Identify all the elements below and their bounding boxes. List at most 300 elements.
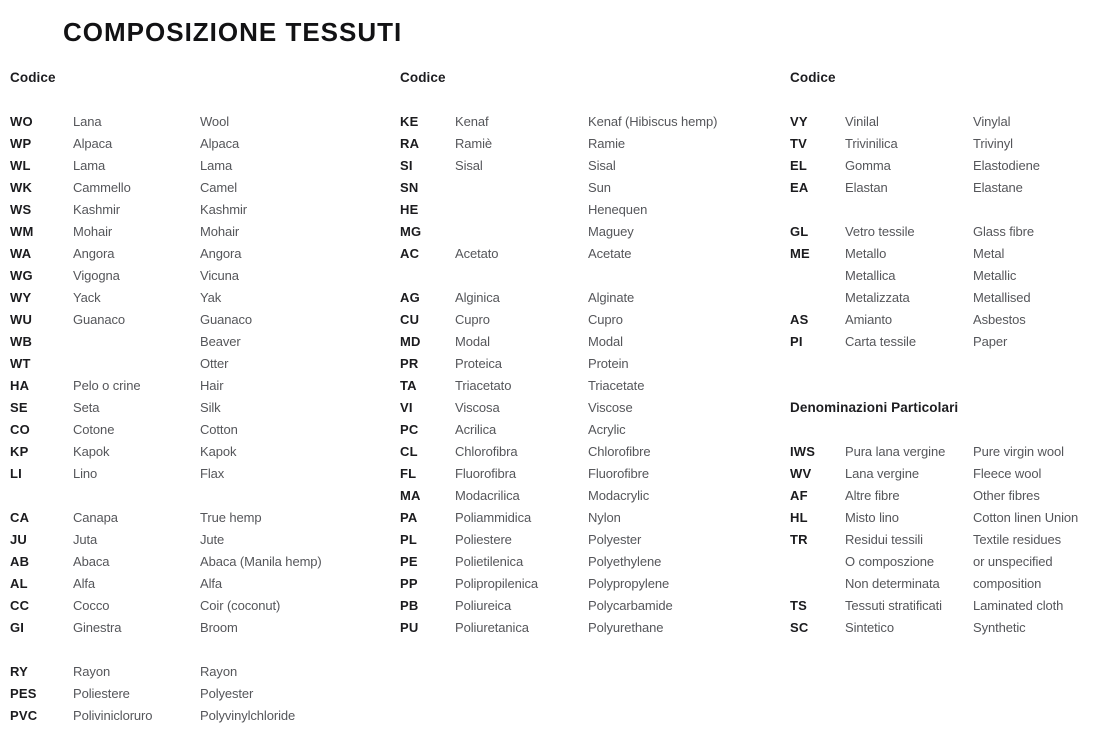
- fiber-name-italian: Elastan: [845, 180, 888, 195]
- fiber-name-english: Cotton: [200, 422, 238, 437]
- fiber-name-italian: Non determinata: [845, 576, 940, 591]
- section-header: Codice: [790, 70, 836, 85]
- fiber-code: WB: [10, 334, 33, 349]
- fiber-row: [790, 265, 1106, 287]
- fiber-name-italian: Poliuretanica: [455, 620, 529, 635]
- fiber-row: [10, 287, 392, 309]
- fiber-row: [790, 551, 1106, 573]
- fiber-name-italian: Viscosa: [455, 400, 500, 415]
- fiber-name-italian: Cotone: [73, 422, 115, 437]
- fiber-code: PA: [400, 510, 418, 525]
- fiber-name-italian: Rayon: [73, 664, 111, 679]
- fiber-row: [790, 617, 1106, 639]
- fiber-row: [10, 463, 392, 485]
- fiber-name-english: Metallic: [973, 268, 1017, 283]
- column-sections: [10, 67, 392, 727]
- fiber-name-english: Rayon: [200, 664, 238, 679]
- fiber-name-italian: Metalizzata: [845, 290, 910, 305]
- fiber-row: [10, 111, 392, 133]
- fiber-row: [790, 111, 1106, 133]
- fiber-name-italian: Ginestra: [73, 620, 122, 635]
- fiber-row: [10, 661, 392, 683]
- fiber-row: [790, 221, 1106, 243]
- fiber-name-english: Camel: [200, 180, 238, 195]
- fiber-code: SN: [400, 180, 419, 195]
- fiber-name-italian: [73, 331, 200, 353]
- fiber-row: [10, 243, 392, 265]
- fiber-row: [400, 177, 782, 199]
- fiber-code: KP: [10, 444, 29, 459]
- group-rows: [10, 661, 392, 727]
- fiber-code: JU: [10, 532, 28, 547]
- fiber-name-italian: Vinilal: [845, 114, 879, 129]
- fiber-code: WA: [10, 246, 32, 261]
- fiber-name-english: Angora: [200, 246, 242, 261]
- fiber-row: [790, 507, 1106, 529]
- fiber-row: [400, 353, 782, 375]
- fiber-code: PVC: [10, 708, 38, 723]
- fiber-code: CA: [10, 510, 30, 525]
- fiber-name-italian: O composzione: [845, 554, 935, 569]
- fiber-name-italian: Poliestere: [73, 686, 130, 701]
- code-section: [790, 397, 1106, 639]
- fiber-name-english: Metallised: [973, 290, 1031, 305]
- fiber-name-english: Hair: [200, 378, 224, 393]
- fiber-name-italian: Kapok: [73, 444, 110, 459]
- fiber-row: [10, 155, 392, 177]
- fiber-row: [790, 287, 1106, 309]
- fiber-code: [790, 551, 845, 573]
- fiber-name-italian: Fluorofibra: [455, 466, 517, 481]
- fiber-row: [400, 133, 782, 155]
- fiber-name-italian: Cammello: [73, 180, 131, 195]
- fiber-row: [10, 221, 392, 243]
- fiber-name-english: Silk: [200, 400, 221, 415]
- fiber-code: PL: [400, 532, 418, 547]
- fiber-name-english: Beaver: [200, 334, 241, 349]
- fiber-code: CU: [400, 312, 420, 327]
- fiber-code: HE: [400, 202, 419, 217]
- fiber-row: [400, 111, 782, 133]
- fiber-code: MG: [400, 224, 422, 239]
- fiber-name-italian: Angora: [73, 246, 115, 261]
- fiber-code: PES: [10, 686, 37, 701]
- fiber-name-italian: Metallica: [845, 268, 896, 283]
- fiber-name-italian: Acetato: [455, 246, 499, 261]
- fiber-name-italian: Cupro: [455, 312, 490, 327]
- fiber-code: SE: [10, 400, 28, 415]
- fiber-name-english: or unspecified: [973, 554, 1053, 569]
- fiber-row: [10, 133, 392, 155]
- fiber-row: [790, 485, 1106, 507]
- fiber-code: IWS: [790, 444, 816, 459]
- fiber-name-italian: [455, 221, 588, 243]
- fiber-code: CL: [400, 444, 418, 459]
- fiber-name-italian: Carta tessile: [845, 334, 916, 349]
- fiber-row: [790, 595, 1106, 617]
- fiber-code: WY: [10, 290, 32, 305]
- fiber-name-italian: Tessuti stratificati: [845, 598, 942, 613]
- fiber-name-italian: Residui tessili: [845, 532, 923, 547]
- fiber-name-italian: Ramiè: [455, 136, 493, 151]
- fiber-name-italian: Gomma: [845, 158, 891, 173]
- fiber-code: CC: [10, 598, 30, 613]
- fiber-row: [790, 243, 1106, 265]
- group-rows: [400, 111, 782, 265]
- fiber-code: AB: [10, 554, 30, 569]
- fiber-name-english: Sisal: [588, 158, 616, 173]
- fiber-name-italian: Kenaf: [455, 114, 489, 129]
- fiber-row: [400, 287, 782, 309]
- fiber-row: [400, 221, 782, 243]
- fiber-code: [790, 573, 845, 595]
- fiber-name-english: Trivinyl: [973, 136, 1013, 151]
- fiber-name-english: Polycarbamide: [588, 598, 673, 613]
- fiber-name-italian: Abaca: [73, 554, 110, 569]
- fiber-row: [790, 177, 1106, 199]
- fiber-row: [790, 573, 1106, 595]
- fiber-name-english: Chlorofibre: [588, 444, 651, 459]
- fiber-name-english: Protein: [588, 356, 629, 371]
- fiber-code: PU: [400, 620, 419, 635]
- fiber-code: FL: [400, 466, 417, 481]
- fiber-name-english: Yak: [200, 290, 222, 305]
- fiber-row: [10, 353, 392, 375]
- fiber-name-italian: Lana: [73, 114, 102, 129]
- fiber-name-english: Modal: [588, 334, 623, 349]
- fiber-name-english: Alginate: [588, 290, 635, 305]
- fiber-name-italian: Lana vergine: [845, 466, 919, 481]
- fiber-name-english: Textile residues: [973, 532, 1061, 547]
- fiber-row: [400, 529, 782, 551]
- fiber-name-italian: Canapa: [73, 510, 118, 525]
- fiber-name-italian: [455, 199, 588, 221]
- fiber-name-english: Laminated cloth: [973, 598, 1064, 613]
- fiber-code: MD: [400, 334, 421, 349]
- fiber-code: TR: [790, 532, 808, 547]
- fiber-row: [400, 551, 782, 573]
- fiber-name-english: Kashmir: [200, 202, 247, 217]
- section-header: Denominazioni Particolari: [790, 400, 959, 415]
- fiber-name-italian: Guanaco: [73, 312, 126, 327]
- fiber-code: WL: [10, 158, 31, 173]
- fiber-name-italian: Poliestere: [455, 532, 512, 547]
- fiber-code: WP: [10, 136, 32, 151]
- fiber-row: [790, 155, 1106, 177]
- fiber-name-english: Otter: [200, 356, 229, 371]
- fiber-name-english: Vinylal: [973, 114, 1011, 129]
- fiber-code: [790, 265, 845, 287]
- fiber-row: [400, 463, 782, 485]
- fiber-row: [10, 375, 392, 397]
- fiber-row: [790, 529, 1106, 551]
- fiber-code: WO: [10, 114, 33, 129]
- code-group: [790, 111, 1106, 199]
- fiber-name-italian: Trivinilica: [845, 136, 898, 151]
- fiber-code: VY: [790, 114, 808, 129]
- fiber-name-italian: Lama: [73, 158, 106, 173]
- fiber-row: [10, 199, 392, 221]
- fiber-name-english: Flax: [200, 466, 225, 481]
- fiber-name-english: Metal: [973, 246, 1005, 261]
- fiber-code: ME: [790, 246, 810, 261]
- fiber-name-english: Cupro: [588, 312, 623, 327]
- fiber-row: [400, 243, 782, 265]
- fiber-name-english: True hemp: [200, 510, 262, 525]
- fiber-code: PC: [400, 422, 419, 437]
- fiber-code: AG: [400, 290, 420, 305]
- group-rows: [10, 111, 392, 485]
- fiber-code: WK: [10, 180, 33, 195]
- fiber-code: VI: [400, 400, 413, 415]
- fiber-row: [10, 507, 392, 529]
- fiber-name-italian: Modal: [455, 334, 490, 349]
- fiber-name-english: Alpaca: [200, 136, 240, 151]
- fiber-name-english: Viscose: [588, 400, 633, 415]
- fiber-row: [10, 595, 392, 617]
- fiber-name-english: Polyvinylchloride: [200, 708, 296, 723]
- group-rows: [790, 111, 1106, 199]
- fiber-code: HL: [790, 510, 808, 525]
- fiber-name-italian: Alginica: [455, 290, 500, 305]
- fiber-name-italian: Proteica: [455, 356, 502, 371]
- group-rows: [10, 507, 392, 639]
- code-section: [10, 67, 392, 727]
- fiber-row: [400, 155, 782, 177]
- fiber-code: SC: [790, 620, 809, 635]
- fiber-code: WV: [790, 466, 812, 481]
- fiber-row: [10, 705, 392, 727]
- fiber-name-english: Ramie: [588, 136, 626, 151]
- fiber-row: [10, 177, 392, 199]
- code-group: [10, 507, 392, 639]
- group-rows: [400, 287, 782, 639]
- code-group: [10, 661, 392, 727]
- fiber-code: AC: [400, 246, 420, 261]
- fiber-name-english: Wool: [200, 114, 229, 129]
- fiber-row: [10, 309, 392, 331]
- code-group: [790, 221, 1106, 353]
- fiber-name-italian: Polietilenica: [455, 554, 524, 569]
- group-rows: [790, 441, 1106, 639]
- fiber-name-italian: Yack: [73, 290, 101, 305]
- fiber-code: MA: [400, 488, 421, 503]
- fiber-code: HA: [10, 378, 30, 393]
- fiber-row: [10, 551, 392, 573]
- fiber-row: [10, 331, 392, 353]
- fiber-name-english: Polyester: [588, 532, 642, 547]
- fiber-name-english: Other fibres: [973, 488, 1040, 503]
- column-sections: [790, 67, 1106, 639]
- fiber-name-italian: Alfa: [73, 576, 96, 591]
- fiber-name-english: Triacetate: [588, 378, 645, 393]
- fiber-name-italian: Vetro tessile: [845, 224, 915, 239]
- fiber-name-english: Guanaco: [200, 312, 253, 327]
- code-group: [400, 287, 782, 639]
- fiber-name-italian: Triacetato: [455, 378, 512, 393]
- fiber-name-italian: Kashmir: [73, 202, 120, 217]
- fiber-name-english: Coir (coconut): [200, 598, 281, 613]
- fiber-code: GL: [790, 224, 809, 239]
- fiber-name-english: Elastodiene: [973, 158, 1040, 173]
- section-header: Codice: [10, 70, 56, 85]
- fiber-name-italian: Alpaca: [73, 136, 113, 151]
- fiber-row: [400, 397, 782, 419]
- fiber-row: [10, 397, 392, 419]
- fiber-name-italian: Vigogna: [73, 268, 120, 283]
- fiber-name-english: Kenaf (Hibiscus hemp): [588, 114, 718, 129]
- fiber-name-english: Abaca (Manila hemp): [200, 554, 322, 569]
- fiber-row: [790, 133, 1106, 155]
- fiber-code: RA: [400, 136, 420, 151]
- fiber-name-english: Polyurethane: [588, 620, 664, 635]
- fiber-name-italian: Misto lino: [845, 510, 899, 525]
- fiber-name-italian: Poliureica: [455, 598, 512, 613]
- fiber-name-english: Synthetic: [973, 620, 1026, 635]
- fiber-name-italian: [73, 353, 200, 375]
- fiber-name-english: Maguey: [588, 224, 634, 239]
- fiber-row: [400, 573, 782, 595]
- fiber-row: [400, 199, 782, 221]
- fiber-name-english: Pure virgin wool: [973, 444, 1064, 459]
- code-group: [790, 441, 1106, 639]
- fiber-name-english: Kapok: [200, 444, 237, 459]
- fiber-name-italian: Modacrilica: [455, 488, 520, 503]
- code-group: [400, 111, 782, 265]
- fiber-name-english: Acrylic: [588, 422, 626, 437]
- fiber-name-english: Polypropylene: [588, 576, 670, 591]
- code-groups: [790, 111, 1106, 353]
- column-sections: [400, 67, 782, 639]
- fiber-name-english: Modacrylic: [588, 488, 650, 503]
- fiber-name-italian: Sisal: [455, 158, 483, 173]
- fiber-name-italian: Lino: [73, 466, 98, 481]
- fiber-name-italian: Poliammidica: [455, 510, 532, 525]
- code-column: [790, 67, 1106, 639]
- fiber-row: [400, 309, 782, 331]
- fiber-name-english: Fluorofibre: [588, 466, 650, 481]
- fiber-name-english: Henequen: [588, 202, 648, 217]
- fiber-code: TA: [400, 378, 417, 393]
- fiber-code: LI: [10, 466, 22, 481]
- fiber-name-english: Jute: [200, 532, 225, 547]
- fiber-name-english: Nylon: [588, 510, 621, 525]
- fiber-name-english: Broom: [200, 620, 238, 635]
- fiber-row: [10, 617, 392, 639]
- fiber-code: WS: [10, 202, 32, 217]
- fiber-code: EL: [790, 158, 808, 173]
- fiber-name-english: Paper: [973, 334, 1008, 349]
- fiber-code: WM: [10, 224, 34, 239]
- fiber-name-english: Elastane: [973, 180, 1023, 195]
- fiber-row: [400, 441, 782, 463]
- fiber-name-english: composition: [973, 576, 1042, 591]
- fiber-code: GI: [10, 620, 25, 635]
- fiber-name-italian: Chlorofibra: [455, 444, 518, 459]
- fiber-name-italian: Polivinicloruro: [73, 708, 153, 723]
- section-header: Codice: [400, 70, 446, 85]
- code-column: [10, 67, 392, 727]
- fiber-name-english: Fleece wool: [973, 466, 1042, 481]
- fiber-code: AL: [10, 576, 28, 591]
- fiber-code: RY: [10, 664, 28, 679]
- fiber-row: [790, 441, 1106, 463]
- fiber-name-english: Alfa: [200, 576, 223, 591]
- fiber-row: [400, 617, 782, 639]
- fiber-name-italian: Sintetico: [845, 620, 894, 635]
- fiber-code: PE: [400, 554, 418, 569]
- fiber-code: TV: [790, 136, 808, 151]
- fiber-code: PP: [400, 576, 418, 591]
- fiber-code: PI: [790, 334, 803, 349]
- fiber-name-english: Lama: [200, 158, 233, 173]
- code-groups: [400, 111, 782, 639]
- code-column: [400, 67, 782, 639]
- fiber-code: WG: [10, 268, 33, 283]
- fiber-row: [10, 265, 392, 287]
- code-group: [10, 111, 392, 485]
- fiber-code: PR: [400, 356, 419, 371]
- fiber-name-english: Polyester: [200, 686, 254, 701]
- fiber-name-italian: [455, 177, 588, 199]
- code-section: [790, 67, 1106, 353]
- fiber-code: KE: [400, 114, 419, 129]
- fiber-name-english: Mohair: [200, 224, 240, 239]
- fiber-row: [790, 309, 1106, 331]
- group-rows: [790, 221, 1106, 353]
- fiber-name-english: Acetate: [588, 246, 632, 261]
- fiber-code: EA: [790, 180, 809, 195]
- fiber-name-italian: Altre fibre: [845, 488, 900, 503]
- fiber-row: [400, 507, 782, 529]
- fiber-name-english: Vicuna: [200, 268, 239, 283]
- fiber-name-english: Polyethylene: [588, 554, 662, 569]
- fiber-row: [400, 485, 782, 507]
- fiber-name-italian: Seta: [73, 400, 100, 415]
- fiber-name-italian: Juta: [73, 532, 98, 547]
- page-title: COMPOSIZIONE TESSUTI: [63, 17, 403, 47]
- fiber-name-italian: Pura lana vergine: [845, 444, 946, 459]
- fiber-name-english: Glass fibre: [973, 224, 1035, 239]
- fiber-code: AS: [790, 312, 809, 327]
- fiber-row: [400, 375, 782, 397]
- fiber-name-italian: Cocco: [73, 598, 110, 613]
- fiber-row: [400, 595, 782, 617]
- fiber-name-italian: Amianto: [845, 312, 892, 327]
- fiber-code: [790, 287, 845, 309]
- fiber-code: CO: [10, 422, 30, 437]
- fiber-row: [10, 683, 392, 705]
- fiber-code: TS: [790, 598, 808, 613]
- fiber-code: SI: [400, 158, 413, 173]
- fiber-name-italian: Polipropilenica: [455, 576, 539, 591]
- fiber-row: [790, 331, 1106, 353]
- fiber-row: [790, 463, 1106, 485]
- fiber-name-english: Cotton linen Union: [973, 510, 1079, 525]
- code-groups: [10, 111, 392, 727]
- fiber-row: [10, 441, 392, 463]
- fiber-code: AF: [790, 488, 808, 503]
- fiber-name-italian: Metallo: [845, 246, 887, 261]
- fiber-code: WT: [10, 356, 31, 371]
- fiber-row: [10, 419, 392, 441]
- fiber-row: [400, 419, 782, 441]
- fiber-name-italian: Mohair: [73, 224, 113, 239]
- fiber-name-english: Sun: [588, 180, 611, 195]
- fiber-row: [400, 331, 782, 353]
- code-section: [400, 67, 782, 639]
- fiber-code: WU: [10, 312, 33, 327]
